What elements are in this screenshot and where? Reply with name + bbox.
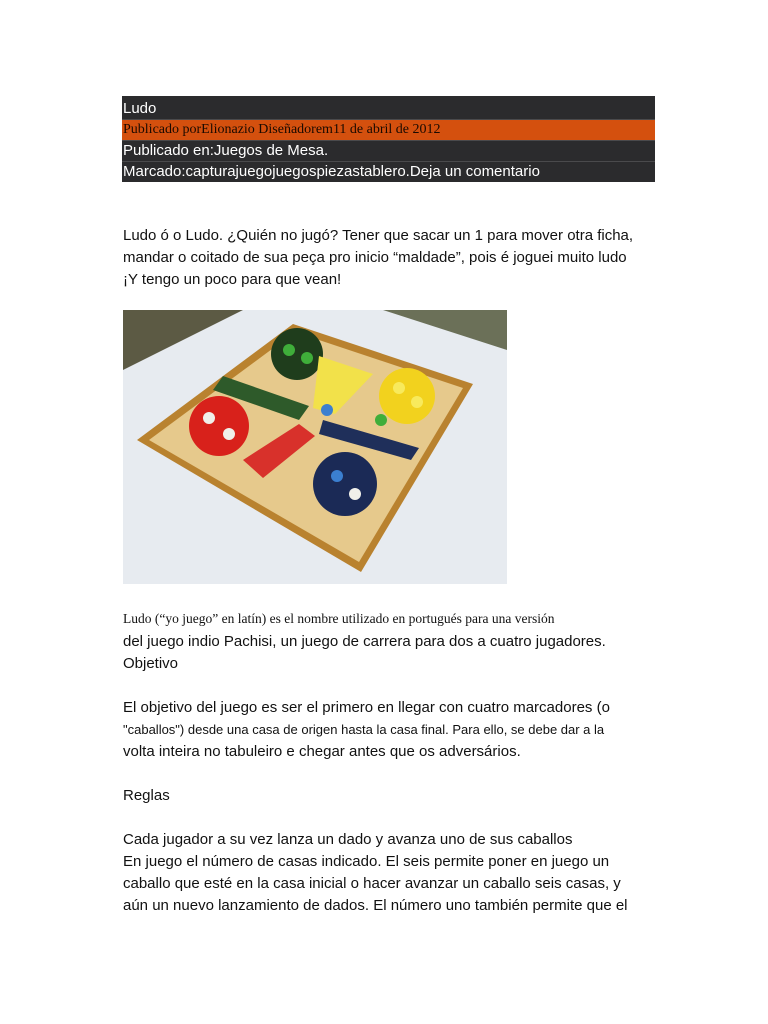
intro-line-1: Ludo ó o Ludo. ¿Quién no jugó? Tener que sacar un 1 para mover otra ficha, (123, 227, 634, 244)
rules-line-3: caballo que esté en la casa inicial o hacer avanzar un caballo seis casas, y (123, 875, 621, 892)
rules-line-1: Cada jugador a su vez lanza un dado y avanza uno de sus caballos (123, 831, 573, 848)
caption-rest: del juego indio Pachisi, un juego de carrera para dos a cuatro jugadores. (123, 633, 606, 650)
post-byline[interactable]: Publicado porElionazio Diseñadorem11 de abril de 2012 (122, 119, 655, 140)
objective-line-2: "caballos") desde una casa de origen hasta la casa final. Para ello, se debe dar a la (123, 722, 605, 737)
objective-line-3: volta inteira no tabuleiro e chegar antes que os adversários. (123, 743, 521, 760)
rules-line-4: aún un nuevo lanzamiento de dados. El número uno también permite que el (123, 897, 628, 914)
post-title: Ludo (123, 100, 157, 117)
objective-heading: Objetivo (123, 655, 179, 672)
caption-serif: Ludo (“yo juego” en latín) es el nombre utilizado en portugués para una versión (123, 611, 555, 626)
ludo-board-photo (123, 310, 507, 584)
objective-line-1: El objetivo del juego es ser el primero en llegar con cuatro marcadores (o (123, 699, 610, 716)
intro-line-3: ¡Y tengo un poco para que vean! (123, 271, 342, 288)
post-category[interactable]: Publicado en:Juegos de Mesa. (122, 140, 655, 161)
rules-line-2: En juego el número de casas indicado. El seis permite poner en juego un (123, 853, 610, 870)
rules-heading: Reglas (123, 787, 170, 804)
post-tags[interactable]: Marcado:capturajuegojuegospiezastablero.Deja un comentario (122, 161, 655, 182)
intro-line-2: mandar o coitado de sua peça pro inicio “maldade”, pois é joguei muito ludo (123, 249, 627, 266)
post-header (122, 96, 655, 182)
